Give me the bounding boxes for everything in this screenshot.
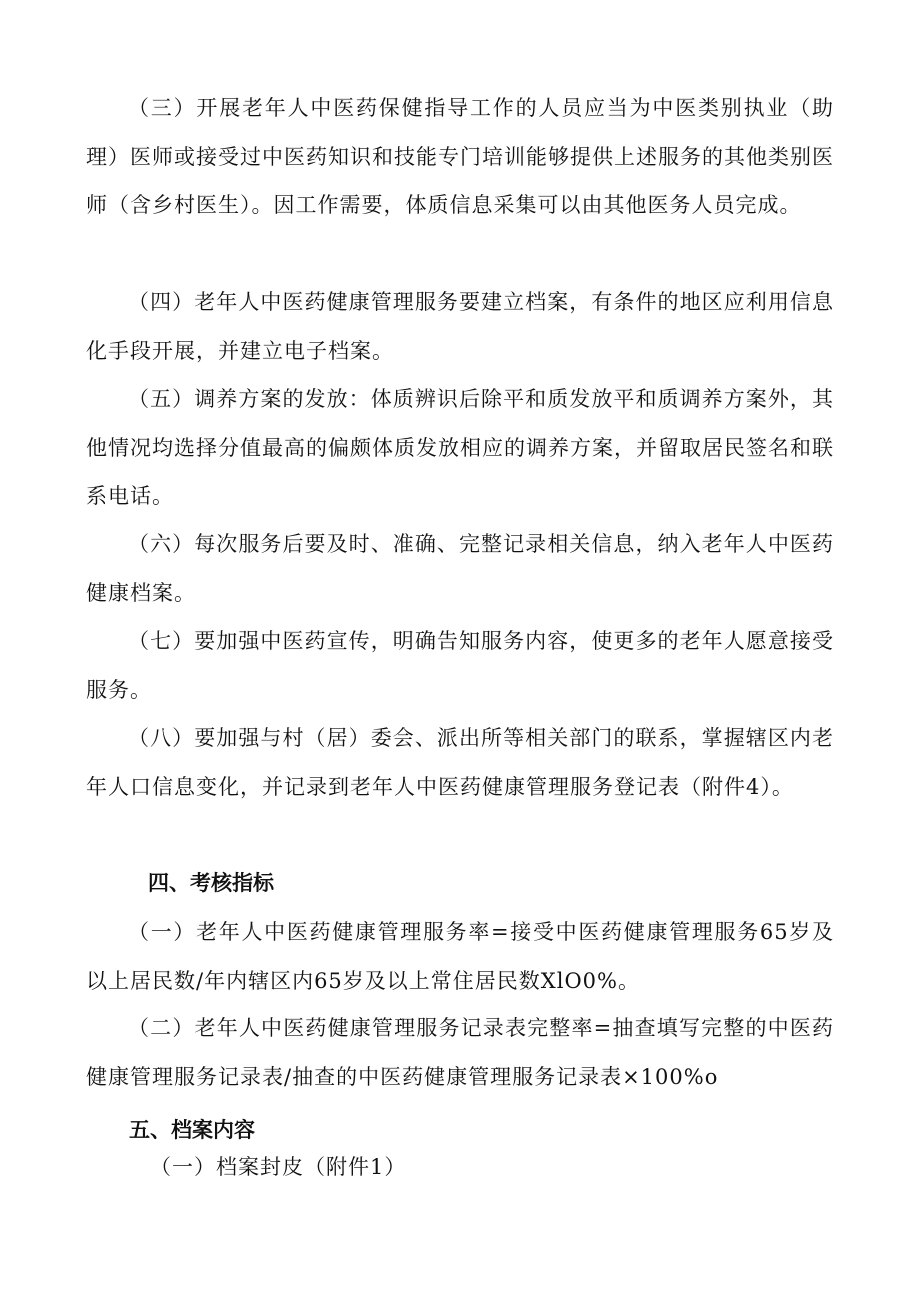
paragraph-6: （六）每次服务后要及时、准确、完整记录相关信息，纳入老年人中医药健康档案。 (86, 532, 834, 605)
paragraph-8: （八）要加强与村（居）委会、派出所等相关部门的联系，掌握辖区内老年人口信息变化，并记录到老年人中医药健康管理服务登记表（附件4）。 (86, 726, 834, 799)
section-heading-5: 五、档案内容 (129, 1118, 255, 1142)
paragraph-7: （七）要加强中医药宣传，明确告知服务内容，使更多的老年人愿意接受服务。 (86, 629, 834, 702)
section-4-item-1: （一）老年人中医药健康管理服务率=接受中医药健康管理服务65岁及以上居民数/年内辖区内65岁及以上常住居民数XlO0%。 (86, 920, 834, 993)
paragraph-3: （三）开展老年人中医药保健指导工作的人员应当为中医类别执业（助理）医师或接受过中医药知识和技能专门培训能够提供上述服务的其他类别医师（含乡村医生）。因工作需要，体质信息采集可以由其他医务人员完成。 (86, 96, 834, 217)
section-5-item-1: （一）档案封皮（附件1） (150, 1155, 407, 1179)
section-4-item-2: （二）老年人中医药健康管理服务记录表完整率=抽查填写完整的中医药健康管理服务记录表/抽查的中医药健康管理服务记录表×100%o (86, 1016, 834, 1089)
section-heading-4: 四、考核指标 (148, 871, 274, 895)
paragraph-5: （五）调养方案的发放：体质辨识后除平和质发放平和质调养方案外，其他情况均选择分值最高的偏颇体质发放相应的调养方案，并留取居民签名和联系电话。 (86, 387, 834, 508)
paragraph-4: （四）老年人中医药健康管理服务要建立档案，有条件的地区应利用信息化手段开展，并建立电子档案。 (86, 290, 834, 363)
